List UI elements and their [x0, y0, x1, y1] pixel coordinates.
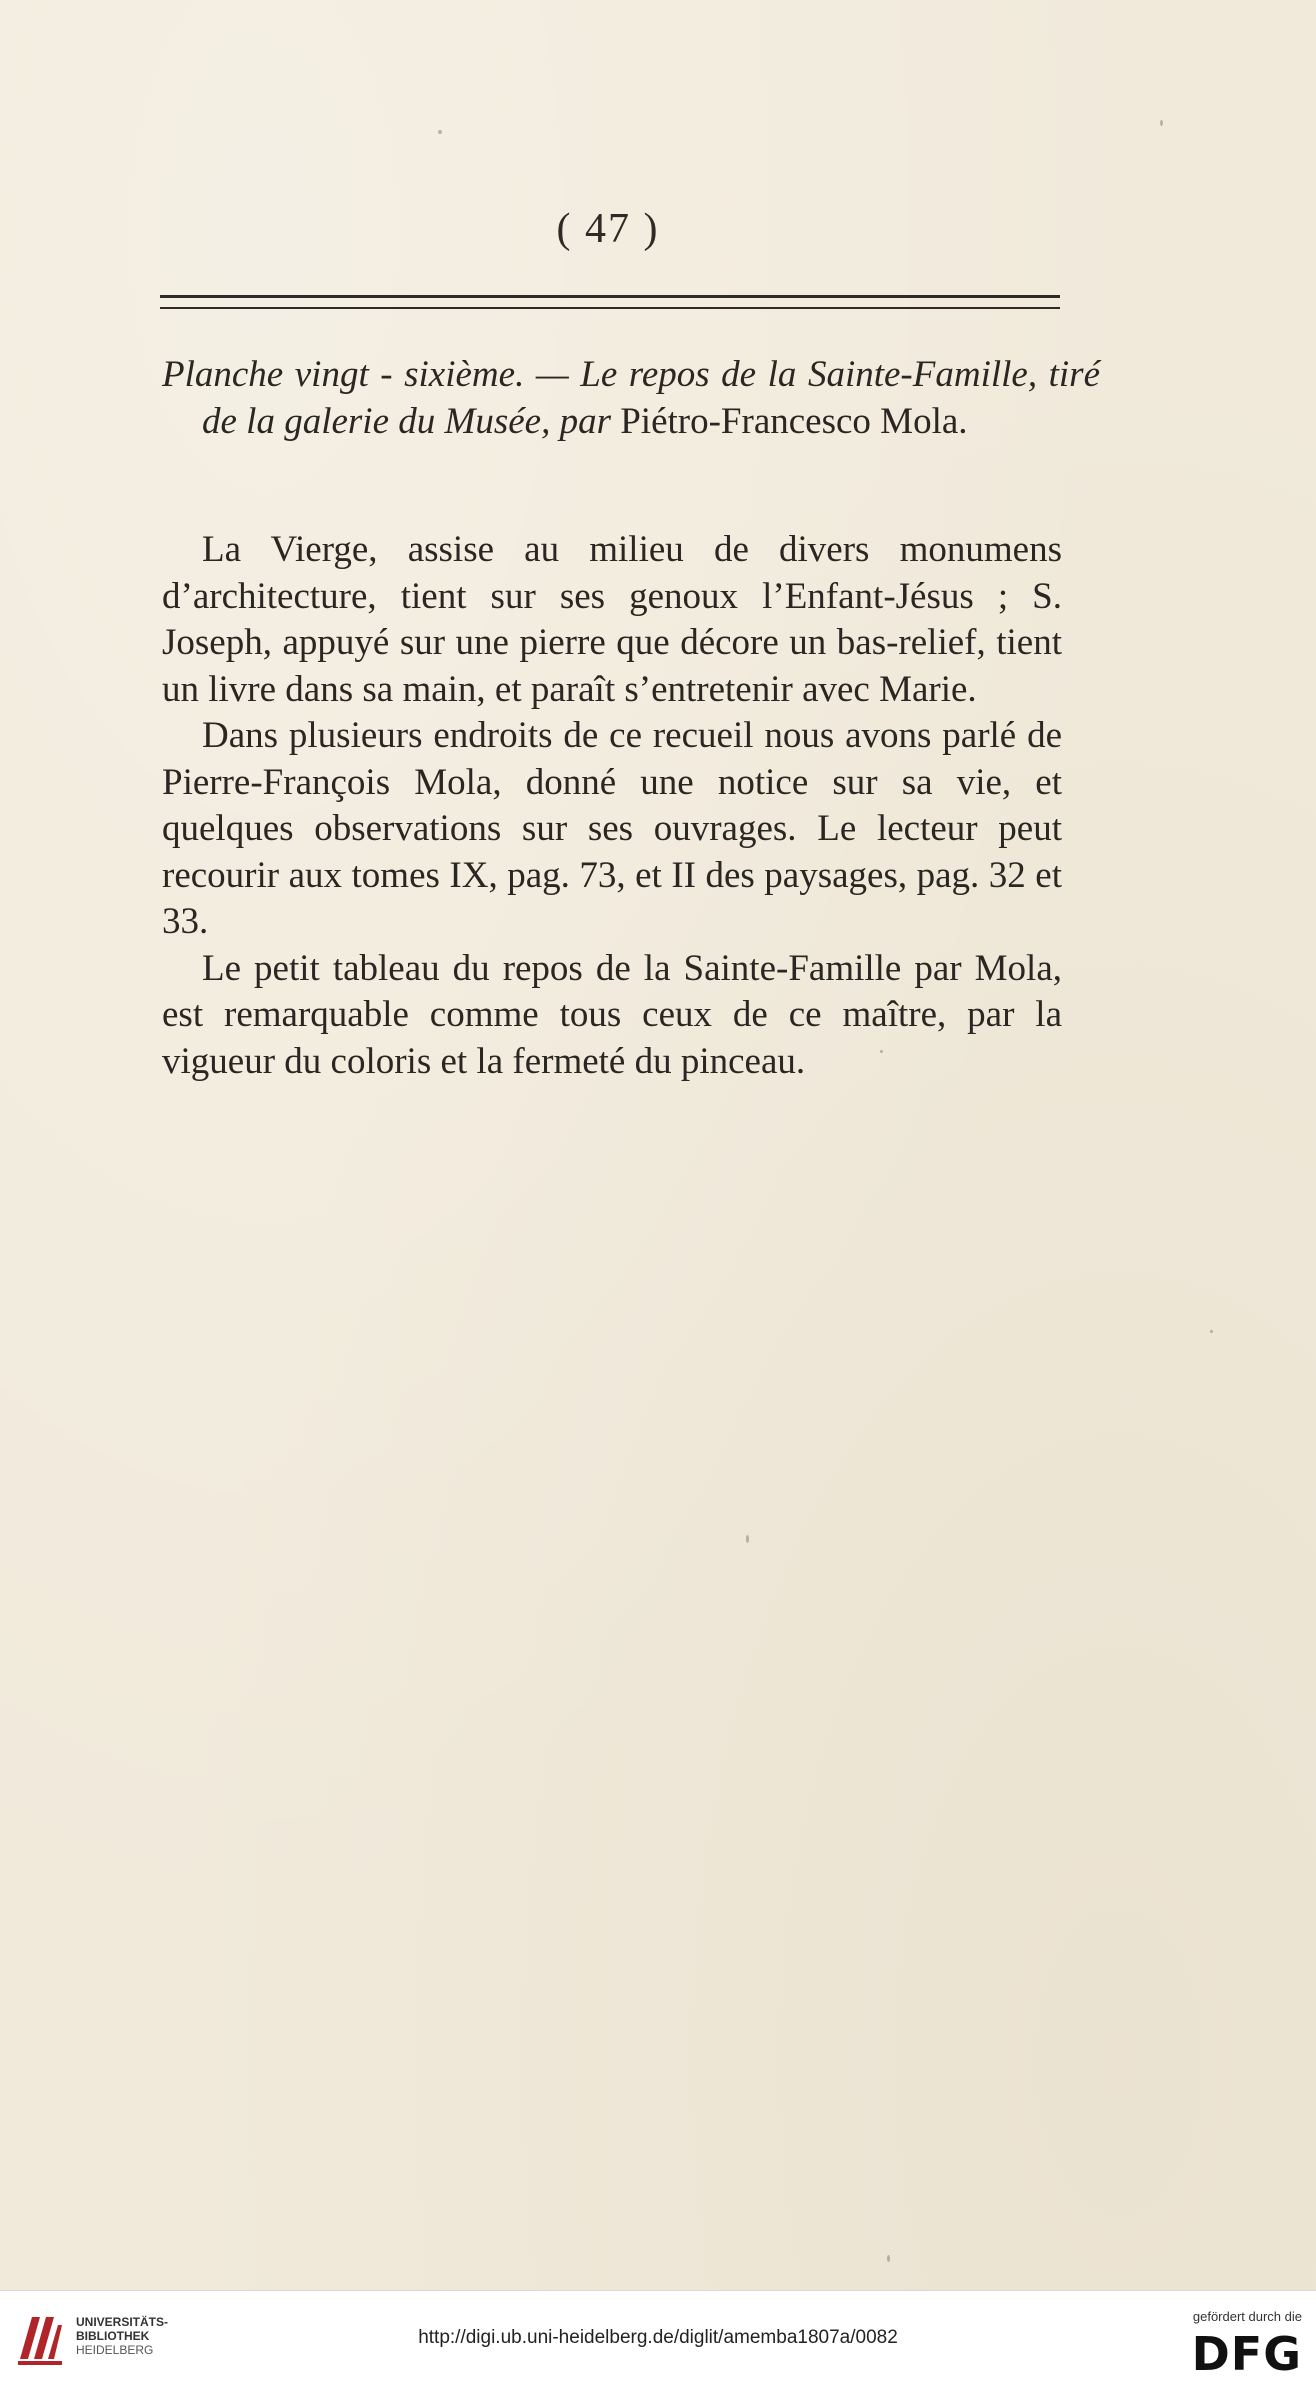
paper-speck [438, 130, 442, 134]
body-text [162, 527, 1062, 1085]
page-number: ( 47 ) [556, 206, 660, 252]
header-rule-thin [160, 307, 1060, 309]
paragraph-2: Dans plusieurs endroits de ce recueil nous avons parlé de Pierre-François Mola, donné une notice sur sa vie, et quelques observations sur ses ouvrages. Le lecteur peut recourir aux tomes IX, pag. 73, et II des paysages, pag. 32 et 33. [162, 715, 1062, 942]
dfg-logo: DFG [1191, 2327, 1302, 2381]
plate-heading-title: Planche vingt - sixième. — Le repos de la Sainte-Famille, tiré de la galerie du Musée, par [162, 354, 1100, 442]
paragraph-3: Le petit tableau du repos de la Sainte-Famille par Mola, est remarquable comme tous ceux de ce maître, par la vigueur du coloris et la fermeté du pinceau. [162, 947, 1062, 1082]
paragraph-1: La Vierge, assise au milieu de divers monumens d’architecture, tient sur ses genoux l’Enfant-Jésus ; S. Joseph, appuyé sur une pierre que décore un bas-relief, tient un livre dans sa main, et paraît s’entretenir avec Marie. [162, 529, 1062, 710]
digitization-footer [0, 2290, 1316, 2387]
plate-heading [162, 352, 1100, 445]
library-name-line-3: HEIDELBERG [76, 2343, 154, 2357]
permalink-url[interactable]: http://digi.ub.uni-heidelberg.de/diglit/amemba1807a/0082 [418, 2327, 898, 2348]
paper-speck [746, 1535, 749, 1543]
header-rule-thick [160, 295, 1060, 298]
paper-speck [887, 2255, 890, 2262]
plate-heading-artist: Piétro-Francesco Mola. [620, 400, 968, 442]
funder-caption: gefördert durch die [1192, 2309, 1302, 2324]
library-name-line-2: BIBLIOTHEK [76, 2329, 150, 2343]
library-name-line-1: UNIVERSITÄTS- [76, 2315, 169, 2329]
paper-speck [1160, 120, 1163, 126]
paper-speck [880, 1050, 883, 1053]
paper-speck [1210, 1330, 1213, 1333]
